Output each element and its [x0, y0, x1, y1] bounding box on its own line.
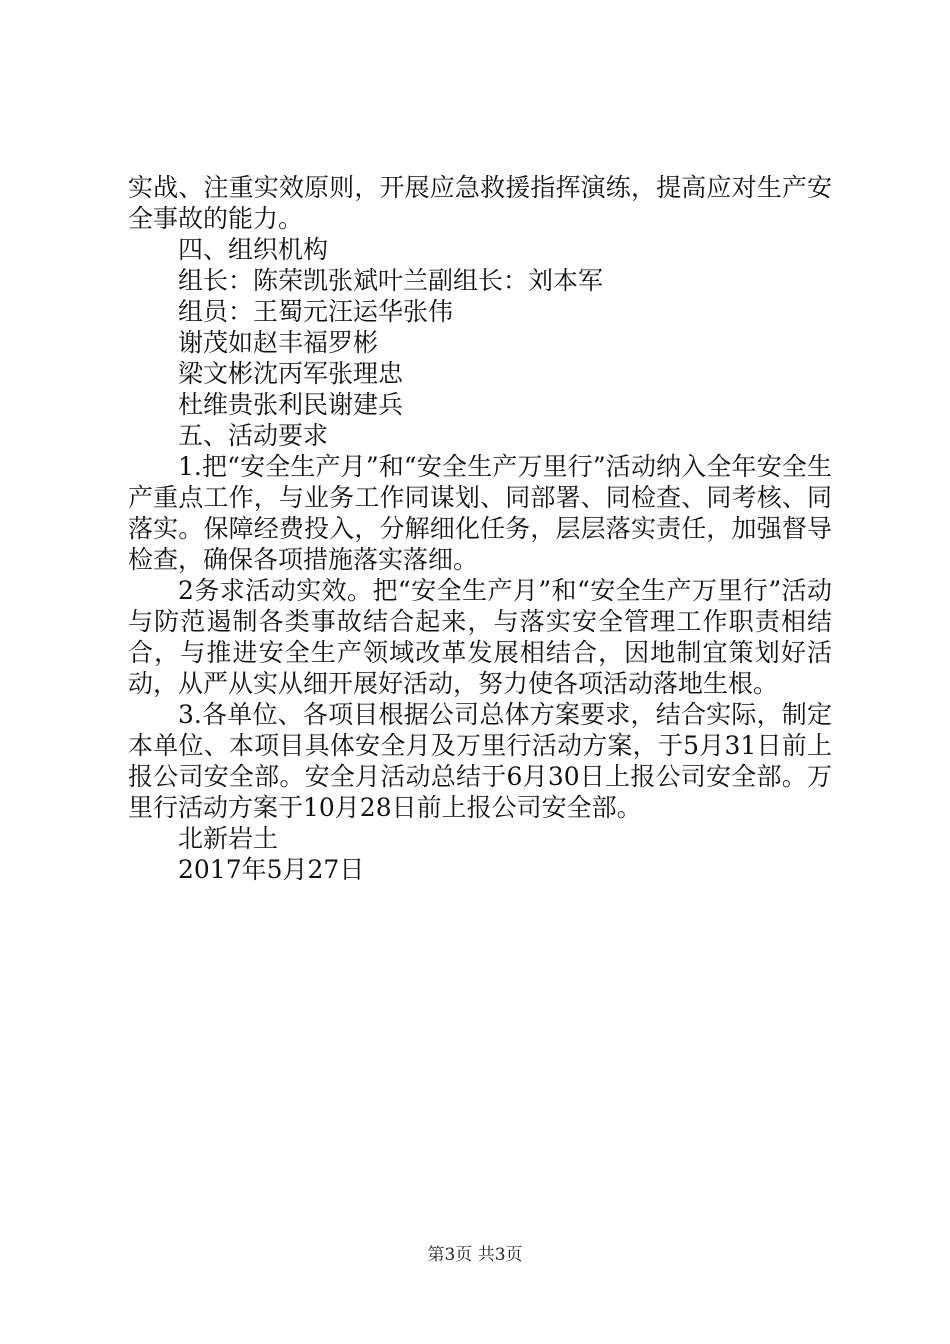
paragraph-members-row-4: 杜维贵张利民谢建兵 [178, 390, 404, 419]
paragraph-members: 组员：王蜀元汪运华张伟 [178, 297, 454, 326]
page-footer: 第3页 共3页 [427, 1245, 523, 1265]
paragraph-continuation: 实战、注重实效原则，开展应急救援指挥演练，提高应对生产安全事故的能力。 [128, 173, 832, 233]
paragraph-members-row-3: 梁文彬沈丙军张理忠 [178, 359, 404, 388]
document-body [128, 172, 832, 885]
signature-date: 2017年5月27日 [178, 855, 365, 884]
requirement-item-3: 3.各单位、各项目根据公司总体方案要求，结合实际，制定本单位、本项目具体安全月及万里行活动方案，于5月31日前上报公司安全部。安全月活动总结于6月30日上报公司安全部。万里行活动方案于10月28日前上报公司安全部。 [128, 700, 832, 822]
section-heading-requirements: 五、活动要求 [178, 421, 329, 450]
paragraph-members-row-2: 谢茂如赵丰福罗彬 [178, 328, 379, 357]
paragraph-leaders: 组长：陈荣凯张斌叶兰副组长：刘本军 [178, 266, 604, 295]
section-heading-organization: 四、组织机构 [178, 235, 329, 264]
signature-organization: 北新岩土 [178, 824, 279, 853]
requirement-item-1: 1.把“安全生产月”和“安全生产万里行”活动纳入全年安全生产重点工作，与业务工作同谋划、同部署、同检查、同考核、同落实。保障经费投入，分解细化任务，层层落实责任，加强督导检查，确保各项措施落实落细。 [128, 452, 832, 574]
requirement-item-2: 2务求活动实效。把“安全生产月”和“安全生产万里行”活动与防范遏制各类事故结合起来，与落实安全管理工作职责相结合，与推进安全生产领域改革发展相结合，因地制宜策划好活动，从严从实从细开展好活动，努力使各项活动落地生根。 [128, 576, 832, 698]
